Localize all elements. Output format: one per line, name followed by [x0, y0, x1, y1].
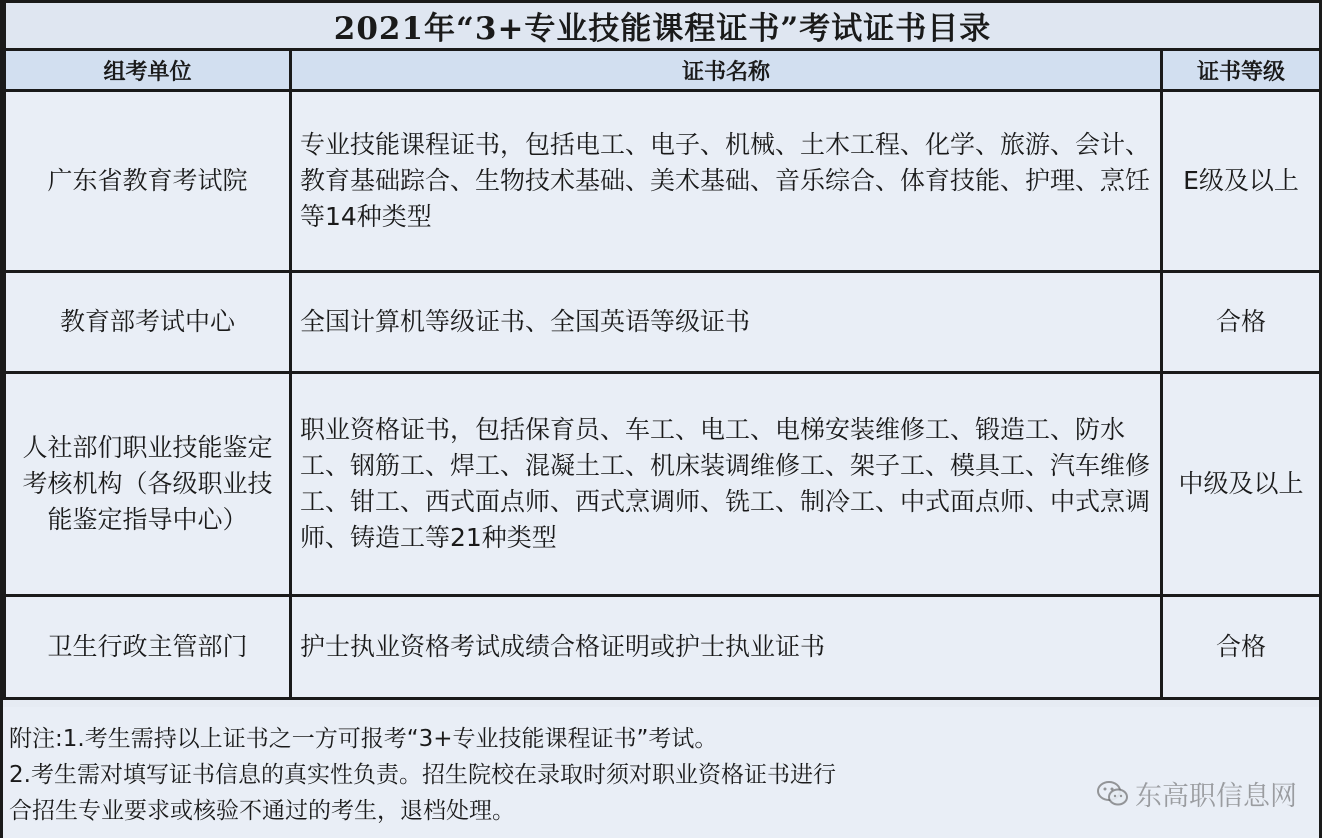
table-row: [5, 596, 1321, 699]
cell-cert-name: 全国计算机等级证书、全国英语等级证书: [291, 272, 1162, 373]
cell-org: 广东省教育考试院: [5, 91, 291, 272]
cell-org: 卫生行政主管部门: [5, 596, 291, 699]
title-row: [5, 2, 1321, 50]
table-row: [5, 373, 1321, 596]
cell-org: 教育部考试中心: [5, 272, 291, 373]
table-row: [5, 272, 1321, 373]
cell-cert-level: 中级及以上: [1162, 373, 1321, 596]
note-line: 附注:1.考生需持以上证书之一方可报考“3+专业技能课程证书”考试。: [9, 726, 718, 752]
header-org: 组考单位: [5, 50, 291, 91]
cell-cert-level: 合格: [1162, 596, 1321, 699]
watermark-text: 东高职信息网: [1135, 781, 1297, 812]
cell-cert-level: E级及以上: [1162, 91, 1321, 272]
certificate-table: [3, 0, 1322, 700]
cell-org: 人社部们职业技能鉴定考核机构（各级职业技能鉴定指导中心）: [5, 373, 291, 596]
note-line: 合招生专业要求或核验不通过的考生，退档处理。: [9, 798, 515, 824]
header-cert-level: 证书等级: [1162, 50, 1321, 91]
header-cert-name: 证书名称: [291, 50, 1162, 91]
table-title: 2021年“3+专业技能课程证书”考试证书目录: [5, 2, 1321, 50]
cell-cert-name: 护士执业资格考试成绩合格证明或护士执业证书: [291, 596, 1162, 699]
note-line: 2.考生需对填写证书信息的真实性负责。招生院校在录取时须对职业资格证书进行: [9, 762, 836, 788]
cell-cert-name: 专业技能课程证书，包括电工、电子、机械、土木工程、化学、旅游、会计、教育基础踪合、生物技术基础、美术基础、音乐综合、体育技能、护理、烹饪等14种类型: [291, 91, 1162, 272]
cell-cert-name: 职业资格证书，包括保育员、车工、电工、电梯安装维修工、锻造工、防水工、钢筋工、焊工、混凝土工、机床装调维修工、架子工、模具工、汽车维修工、钳工、西式面点师、西式烹调师、铣工、制冷工、中式面点师、中式烹调师、铸造工等21种类型: [291, 373, 1162, 596]
cell-cert-level: 合格: [1162, 272, 1321, 373]
header-row: [5, 50, 1321, 91]
table-row: [5, 91, 1321, 272]
notes-section: [3, 707, 1319, 838]
